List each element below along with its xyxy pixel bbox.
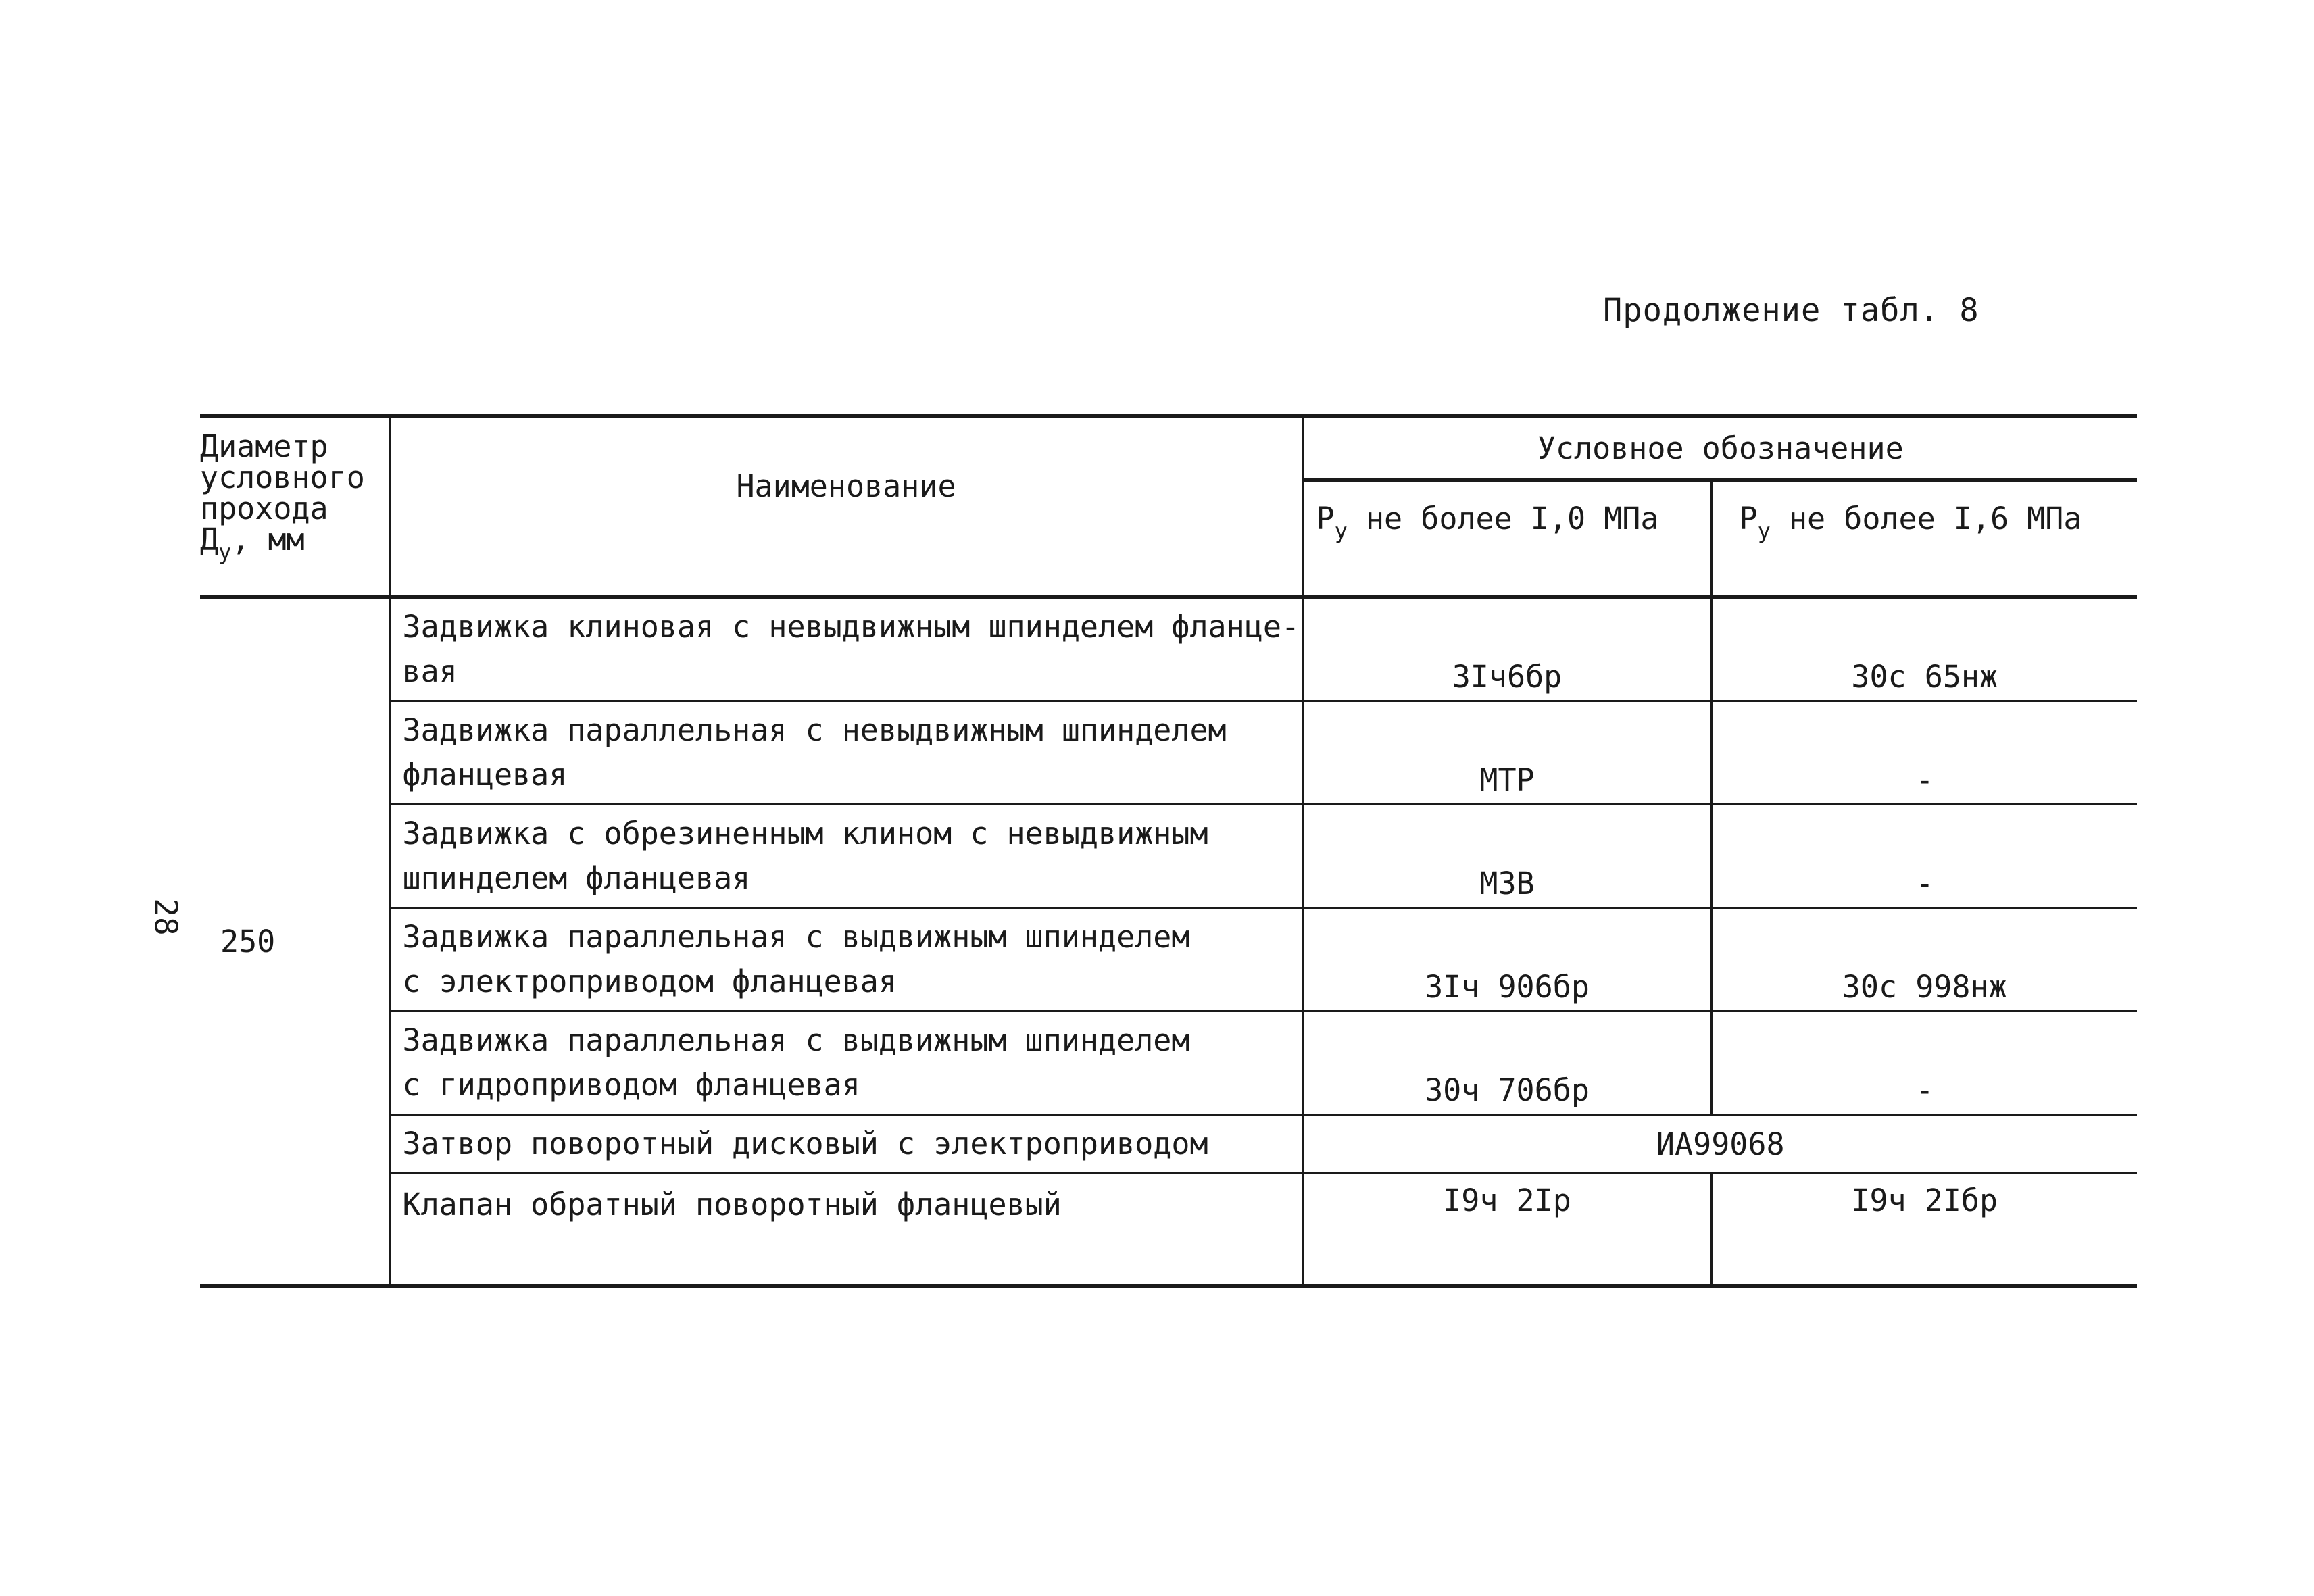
page-number: 28	[147, 898, 184, 936]
valve-name	[389, 1115, 1303, 1174]
valve-name-line: Клапан обратный поворотный фланцевый	[402, 1187, 1062, 1222]
code-p16: 30с 65нж	[1711, 597, 2137, 701]
table-row	[200, 1115, 2137, 1174]
pressure-subscript: у	[1334, 518, 1348, 544]
table-caption: Продолжение табл. 8	[1603, 292, 1979, 329]
pressure-symbol: Р	[1316, 501, 1335, 537]
valve-name-line: Задвижка клиновая с невыдвижным шпинделем фланце-	[402, 609, 1300, 645]
diameter-header-line-4	[200, 522, 389, 565]
table-row	[200, 597, 2137, 701]
valve-name	[389, 805, 1303, 908]
valve-name-line: с гидроприводом фланцевая	[402, 1067, 860, 1103]
table-row	[200, 701, 2137, 805]
valve-name	[389, 1012, 1303, 1115]
diameter-header-line-3: прохода	[200, 491, 328, 526]
valve-name-line: с электроприводом фланцевая	[402, 964, 897, 999]
pressure-1-0-text: не более I,0 МПа	[1347, 501, 1659, 537]
valve-name	[389, 908, 1303, 1012]
valve-name	[389, 701, 1303, 805]
code-group-header: Условное обозначение	[1303, 416, 2137, 480]
code-p10: МТР	[1303, 701, 1711, 805]
valve-name-line: Затвор поворотный дисковый с электроприводом	[402, 1126, 1208, 1162]
pressure-1-6-header	[1711, 480, 2137, 597]
diameter-symbol: Д	[200, 522, 219, 557]
code-p10: МЗВ	[1303, 805, 1711, 908]
pressure-1-0-header	[1303, 480, 1711, 597]
pressure-symbol: Р	[1739, 501, 1758, 537]
diameter-subscript: у	[218, 539, 232, 565]
valve-table	[200, 414, 2137, 1288]
name-column-header: Наименование	[389, 416, 1303, 597]
code-p16: -	[1711, 1012, 2137, 1115]
table-row	[200, 908, 2137, 1012]
code-p10: 30ч 706бр	[1303, 1012, 1711, 1115]
valve-name-line: Задвижка параллельная с выдвижным шпинделем	[402, 919, 1190, 955]
diameter-header-line-1: Диаметр	[200, 428, 328, 464]
valve-name-line: Задвижка с обрезиненным клином с невыдвижным	[402, 816, 1208, 851]
table-row	[200, 1174, 2137, 1287]
valve-name-line: вая	[402, 653, 458, 689]
valve-name-line: Задвижка параллельная с невыдвижным шпинделем	[402, 712, 1227, 748]
valve-name	[389, 597, 1303, 701]
diameter-header-line-2: условного	[200, 459, 365, 495]
code-merged: ИА99068	[1303, 1115, 2137, 1174]
valve-name	[389, 1174, 1303, 1287]
valve-name-line: Задвижка параллельная с выдвижным шпинделем	[402, 1022, 1190, 1058]
valve-name-line: шпинделем фланцевая	[402, 860, 751, 896]
diameter-column-header	[200, 416, 389, 597]
valve-name-line: фланцевая	[402, 757, 568, 793]
code-p16: -	[1711, 805, 2137, 908]
pressure-subscript: у	[1757, 518, 1771, 544]
diameter-value: 250	[200, 597, 389, 1287]
valve-table-grid	[200, 414, 2137, 1288]
code-p16: -	[1711, 701, 2137, 805]
pressure-1-6-text: не более I,6 МПа	[1770, 501, 2082, 537]
code-p10: 3Iч 906бр	[1303, 908, 1711, 1012]
code-p10: 3Iч6бр	[1303, 597, 1711, 701]
code-p16: I9ч 2Iбр	[1711, 1174, 2137, 1287]
table-row	[200, 1012, 2137, 1115]
table-row	[200, 805, 2137, 908]
code-p16: 30с 998нж	[1711, 908, 2137, 1012]
diameter-unit: , мм	[231, 522, 305, 557]
code-p10: I9ч 2Iр	[1303, 1174, 1711, 1287]
